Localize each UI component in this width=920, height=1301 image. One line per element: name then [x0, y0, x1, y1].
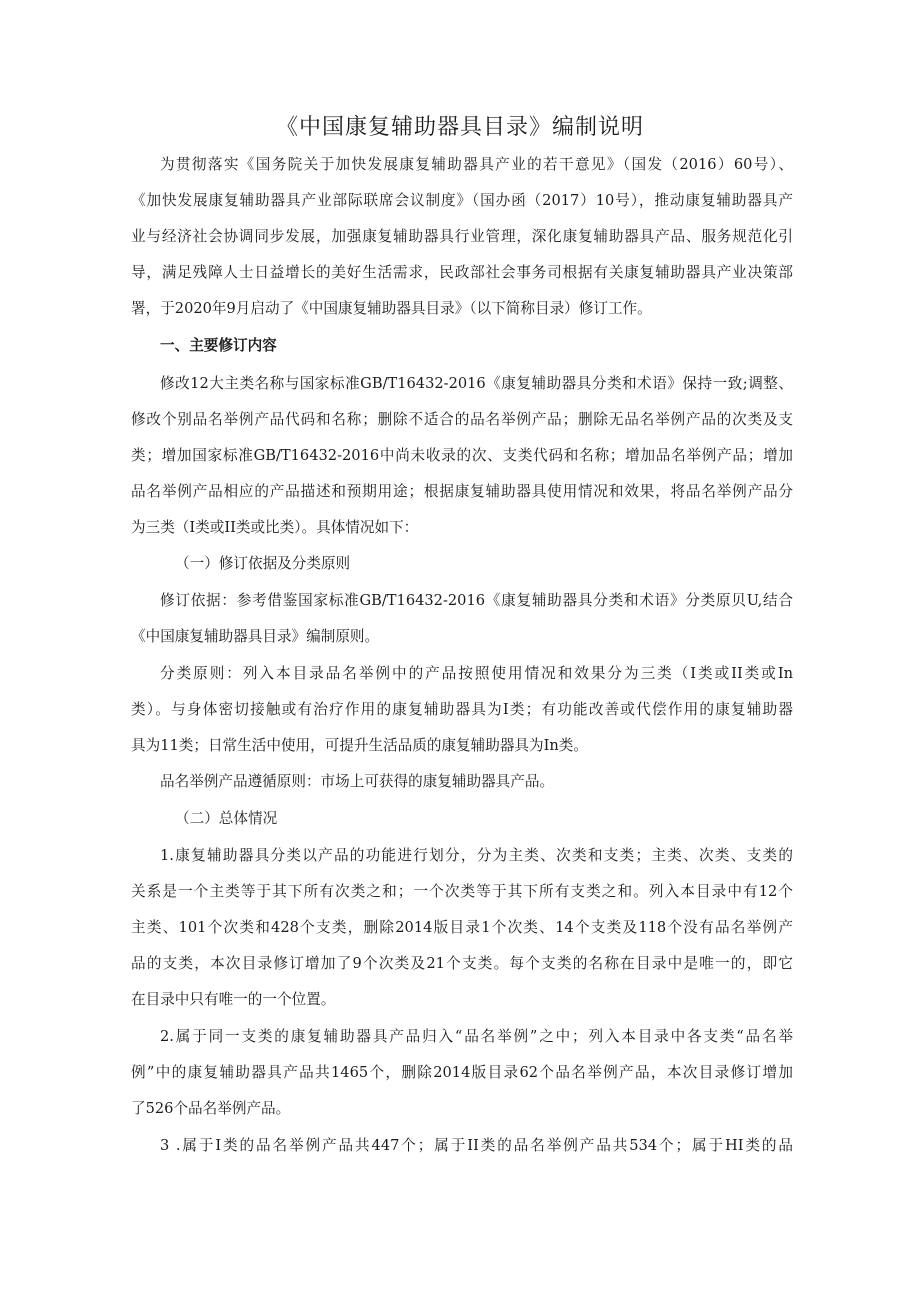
intro-line-4: 导，满足残障人士日益增长的美好生活需求，民政部社会事务司根据有关康复辅助器具产业决策部 [131, 264, 793, 281]
item1-line-1: 1.康复辅助器具分类以产品的功能进行划分，分为主类、次类和支类；主类、次类、支类的 [160, 847, 793, 864]
section1-line-1: 修改12大主类名称与国家标准GB/T16432-2016《康复辅助器具分类和术语》保持一致;调整、 [160, 375, 793, 392]
intro-line-5: 署，于2020年9月启动了《中国康复辅助器具目录》（以下简称目录）修订工作。 [131, 300, 652, 317]
item1-line-5: 在目录中只有唯一的一个位置。 [131, 991, 336, 1008]
product-principle-line: 品名举例产品遵循原则：市场上可获得的康复辅助器具产品。 [160, 773, 555, 790]
intro-line-1: 为贯彻落实《国务院关于加快发展康复辅助器具产业的若干意见》（国发（2016）60号）、 [160, 156, 793, 173]
section1-line-4: 品名举例产品相应的产品描述和预期用途；根据康复辅助器具使用情况和效果，将品名举例产品分 [131, 483, 793, 500]
basis-line-1: 修订依据：参考借鉴国家标准GB/T16432-2016《康复辅助器具分类和术语》分类原贝U,结合 [160, 592, 793, 609]
item1-line-4: 品的支类，本次目录修订增加了9个次类及21个支类。每个支类的名称在目录中是唯一的，即它 [131, 955, 793, 972]
classification-line-1: 分类原则：列入本目录品名举例中的产品按照使用情况和效果分为三类（I类或II类或In [160, 665, 793, 682]
subsection-heading-basis: （一）修订依据及分类原则 [175, 555, 351, 572]
item2-line-3: 了526个品名举例产品。 [131, 1100, 291, 1117]
intro-line-2: 《加快发展康复辅助器具产业部际联席会议制度》（国办函（2017）10号），推动康复辅助器具产 [131, 192, 793, 209]
intro-line-3: 业与经济社会协调同步发展，加强康复辅助器具行业管理，深化康复辅助器具产品、服务规范化引 [131, 228, 793, 245]
document-title: 《中国康复辅助器具目录》编制说明 [275, 115, 644, 140]
item1-line-3: 主类、101个次类和428个支类，删除2014版目录1个次类、14个支类及118个没有品名举例产 [131, 919, 793, 936]
section1-line-2: 修改个别品名举例产品代码和名称；删除不适合的品名举例产品；删除无品名举例产品的次类及支 [131, 411, 793, 428]
classification-line-3: 具为11类；日常生活中使用，可提升生活品质的康复辅助器具为In类。 [131, 737, 588, 754]
section1-line-3: 类；增加国家标准GB/T16432-2016中尚未收录的次、支类代码和名称；增加品名举例产品；增加 [131, 447, 793, 464]
item3-line-1: 3 .属于I类的品名举例产品共447个；属于II类的品名举例产品共534个；属于HI类的品 [160, 1137, 793, 1154]
classification-line-2: 类）。与身体密切接触或有治疗作用的康复辅助器具为I类；有功能改善或代偿作用的康复辅助器 [131, 701, 793, 718]
section1-line-5: 为三类（I类或II类或比类）。具体情况如下： [131, 519, 419, 536]
subsection-heading-overview: （二）总体情况 [175, 810, 278, 827]
item2-line-2: 例”中的康复辅助器具产品共1465个，删除2014版目录62个品名举例产品，本次目录修订增加 [131, 1064, 793, 1081]
section-heading-main-revisions: 一、主要修订内容 [160, 337, 277, 354]
item1-line-2: 关系是一个主类等于其下所有次类之和；一个次类等于其下所有支类之和。列入本目录中有12个 [131, 883, 793, 900]
basis-line-2: 《中国康复辅助器具目录》编制原则。 [131, 628, 380, 645]
item2-line-1: 2.属于同一支类的康复辅助器具产品归入“品名举例”之中；列入本目录中各支类“品名举 [160, 1028, 793, 1045]
